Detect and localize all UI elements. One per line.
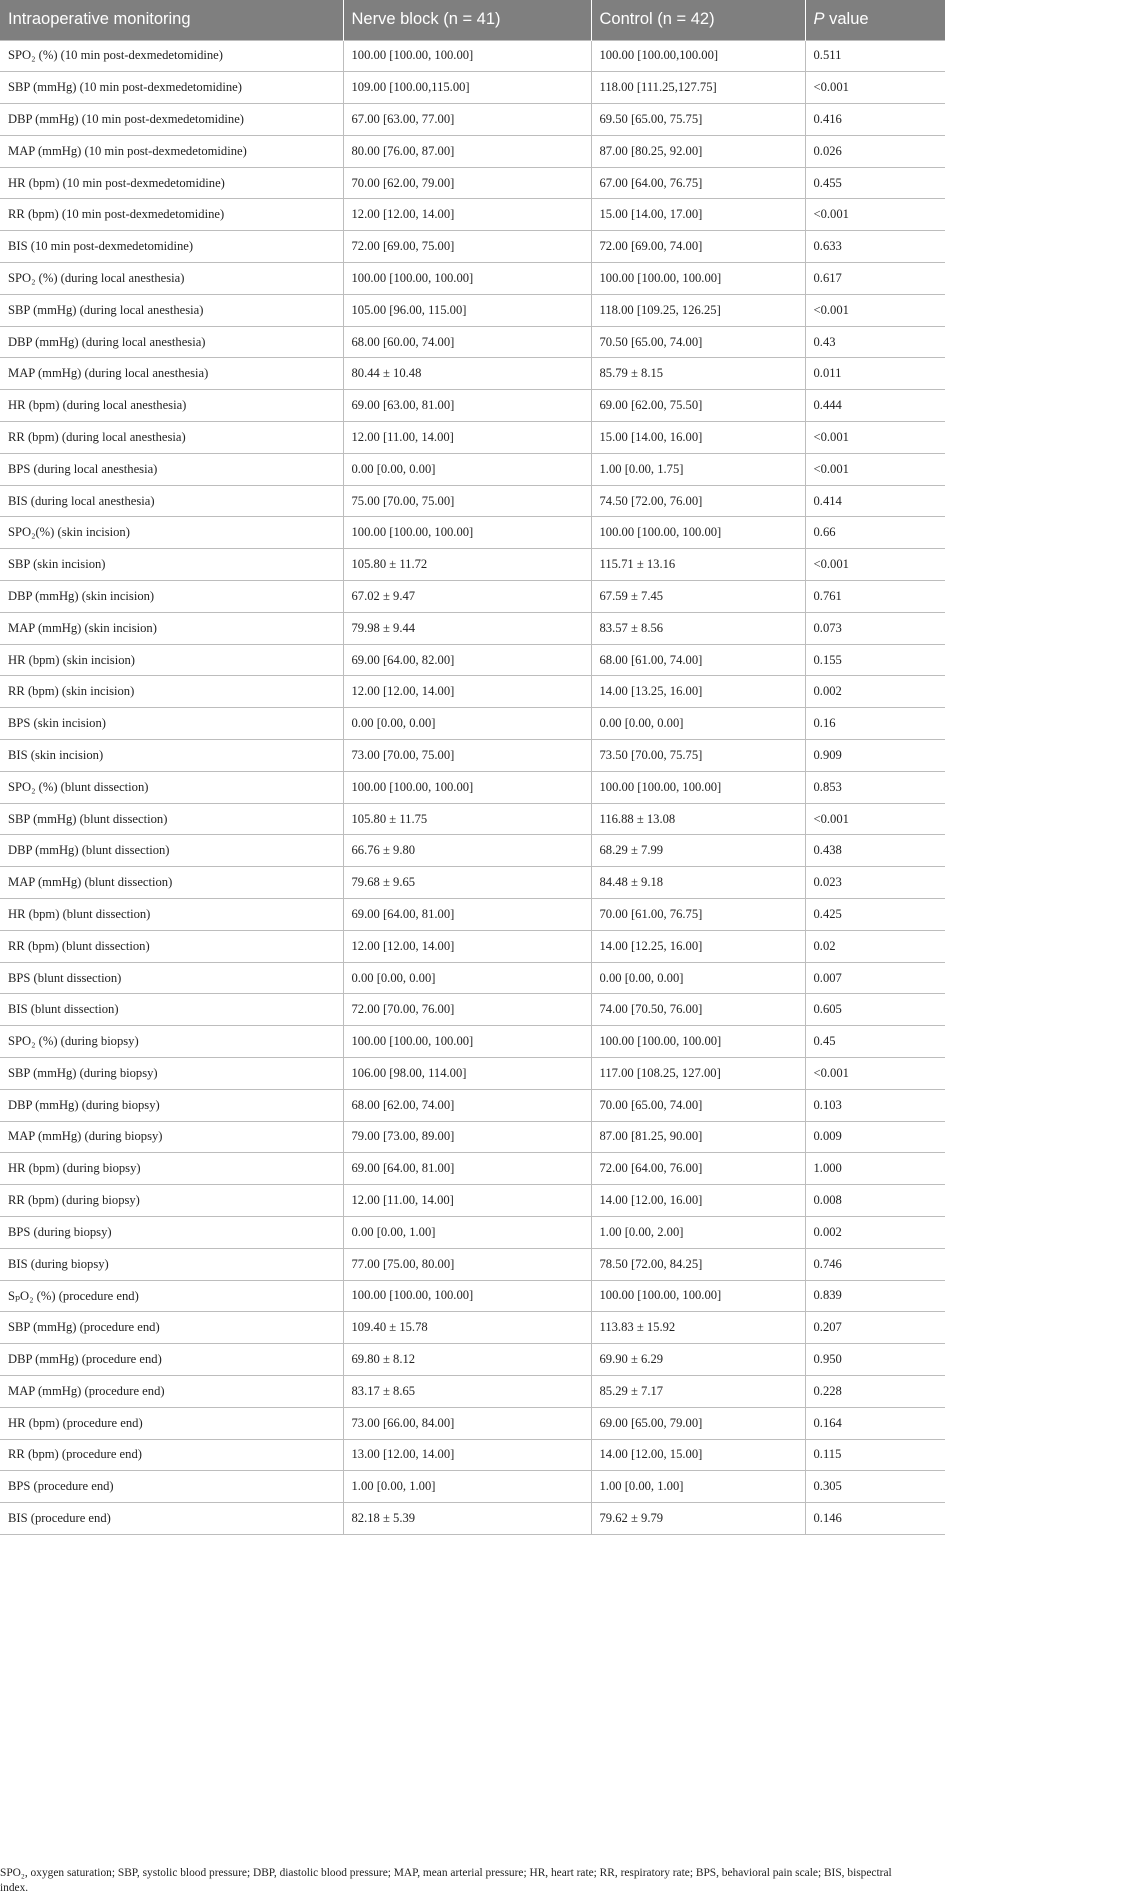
cell-control: 113.83 ± 15.92 [591,1312,805,1344]
cell-p-value: 0.444 [805,390,945,422]
cell-p-value: 1.000 [805,1153,945,1185]
cell-control: 100.00 [100.00, 100.00] [591,517,805,549]
cell-nerve-block: 106.00 [98.00, 114.00] [343,1058,591,1090]
cell-control: 70.00 [61.00, 76.75] [591,899,805,931]
cell-p-value: 0.425 [805,899,945,931]
table-row [0,581,945,613]
table-row [0,231,945,263]
cell-p-value: 0.414 [805,485,945,517]
cell-control: 74.50 [72.00, 76.00] [591,485,805,517]
table-row [0,899,945,931]
cell-parameter: MAP (mmHg) (blunt dissection) [0,867,343,899]
cell-parameter: HR (bpm) (procedure end) [0,1407,343,1439]
cell-p-value: 0.633 [805,231,945,263]
cell-parameter: DBP (mmHg) (procedure end) [0,1344,343,1376]
table-row [0,1216,945,1248]
cell-p-value: 0.002 [805,1216,945,1248]
cell-control: 14.00 [12.00, 16.00] [591,1185,805,1217]
cell-parameter: BIS (skin incision) [0,740,343,772]
cell-nerve-block: 73.00 [70.00, 75.00] [343,740,591,772]
cell-parameter: RR (bpm) (skin incision) [0,676,343,708]
cell-parameter: BIS (during biopsy) [0,1248,343,1280]
cell-nerve-block: 80.00 [76.00, 87.00] [343,135,591,167]
cell-p-value: 0.164 [805,1407,945,1439]
cell-p-value: 0.511 [805,40,945,72]
cell-parameter: SBP (mmHg) (10 min post-dexmedetomidine) [0,72,343,104]
cell-p-value: <0.001 [805,199,945,231]
cell-parameter: HR (bpm) (during local anesthesia) [0,390,343,422]
cell-nerve-block: 72.00 [69.00, 75.00] [343,231,591,263]
cell-parameter: MAP (mmHg) (procedure end) [0,1375,343,1407]
cell-parameter: HR (bpm) (10 min post-dexmedetomidine) [0,167,343,199]
cell-p-value: 0.455 [805,167,945,199]
cell-p-value: 0.416 [805,104,945,136]
table-header [0,0,945,40]
table-row [0,740,945,772]
cell-p-value: 0.909 [805,740,945,772]
cell-p-value: 0.43 [805,326,945,358]
cell-p-value: 0.305 [805,1471,945,1503]
cell-control: 116.88 ± 13.08 [591,803,805,835]
cell-control: 67.00 [64.00, 76.75] [591,167,805,199]
cell-control: 14.00 [13.25, 16.00] [591,676,805,708]
table-row [0,708,945,740]
cell-control: 100.00 [100.00, 100.00] [591,263,805,295]
table-row [0,867,945,899]
table-row [0,1185,945,1217]
cell-p-value: 0.746 [805,1248,945,1280]
table-row [0,1248,945,1280]
cell-control: 115.71 ± 13.16 [591,549,805,581]
cell-p-value: <0.001 [805,453,945,485]
cell-nerve-block: 79.00 [73.00, 89.00] [343,1121,591,1153]
cell-control: 85.79 ± 8.15 [591,358,805,390]
cell-p-value: 0.011 [805,358,945,390]
cell-parameter: SₚO₂ (%) (procedure end) [0,1280,343,1312]
cell-parameter: MAP (mmHg) (10 min post-dexmedetomidine) [0,135,343,167]
cell-parameter: BIS (procedure end) [0,1503,343,1535]
cell-nerve-block: 100.00 [100.00, 100.00] [343,1026,591,1058]
cell-parameter: BPS (during local anesthesia) [0,453,343,485]
cell-parameter: HR (bpm) (skin incision) [0,644,343,676]
cell-parameter: RR (bpm) (during biopsy) [0,1185,343,1217]
cell-control: 79.62 ± 9.79 [591,1503,805,1535]
table-row [0,72,945,104]
cell-nerve-block: 68.00 [60.00, 74.00] [343,326,591,358]
cell-control: 100.00 [100.00, 100.00] [591,771,805,803]
table-row [0,294,945,326]
cell-p-value: 0.207 [805,1312,945,1344]
cell-control: 74.00 [70.50, 76.00] [591,994,805,1026]
cell-p-value: <0.001 [805,294,945,326]
table-row [0,1280,945,1312]
cell-nerve-block: 70.00 [62.00, 79.00] [343,167,591,199]
cell-nerve-block: 0.00 [0.00, 0.00] [343,962,591,994]
cell-nerve-block: 68.00 [62.00, 74.00] [343,1089,591,1121]
cell-control: 69.90 ± 6.29 [591,1344,805,1376]
cell-parameter: SBP (mmHg) (during biopsy) [0,1058,343,1090]
cell-nerve-block: 69.80 ± 8.12 [343,1344,591,1376]
cell-control: 85.29 ± 7.17 [591,1375,805,1407]
cell-control: 78.50 [72.00, 84.25] [591,1248,805,1280]
table-row [0,1312,945,1344]
cell-nerve-block: 100.00 [100.00, 100.00] [343,1280,591,1312]
cell-parameter: DBP (mmHg) (during biopsy) [0,1089,343,1121]
cell-control: 100.00 [100.00, 100.00] [591,1026,805,1058]
footnote-line-1: SPO₂, oxygen saturation; SBP, systolic blood pressure; DBP, diastolic blood pressure; MAP, mean arterial pressure; HR, heart rate; RR, respiratory rate; BPS, behavioral pain scale; BIS, bispectral [0,1867,892,1879]
cell-p-value: 0.950 [805,1344,945,1376]
cell-p-value: <0.001 [805,1058,945,1090]
table-row [0,358,945,390]
cell-nerve-block: 12.00 [12.00, 14.00] [343,930,591,962]
table-row [0,390,945,422]
cell-p-value: <0.001 [805,72,945,104]
cell-nerve-block: 83.17 ± 8.65 [343,1375,591,1407]
cell-parameter: SPO₂ (%) (during biopsy) [0,1026,343,1058]
cell-parameter: RR (bpm) (procedure end) [0,1439,343,1471]
cell-control: 87.00 [80.25, 92.00] [591,135,805,167]
cell-nerve-block: 0.00 [0.00, 0.00] [343,708,591,740]
cell-control: 100.00 [100.00, 100.00] [591,1280,805,1312]
cell-p-value: 0.617 [805,263,945,295]
cell-control: 83.57 ± 8.56 [591,612,805,644]
cell-p-value: <0.001 [805,549,945,581]
cell-nerve-block: 73.00 [66.00, 84.00] [343,1407,591,1439]
cell-parameter: DBP (mmHg) (skin incision) [0,581,343,613]
cell-parameter: MAP (mmHg) (during local anesthesia) [0,358,343,390]
cell-control: 84.48 ± 9.18 [591,867,805,899]
cell-nerve-block: 0.00 [0.00, 0.00] [343,453,591,485]
cell-control: 117.00 [108.25, 127.00] [591,1058,805,1090]
table-row [0,40,945,72]
cell-control: 87.00 [81.25, 90.00] [591,1121,805,1153]
cell-nerve-block: 105.80 ± 11.75 [343,803,591,835]
cell-control: 70.00 [65.00, 74.00] [591,1089,805,1121]
cell-control: 68.29 ± 7.99 [591,835,805,867]
cell-parameter: SBP (mmHg) (during local anesthesia) [0,294,343,326]
table-row [0,994,945,1026]
table-row [0,263,945,295]
cell-parameter: RR (bpm) (during local anesthesia) [0,422,343,454]
table-row [0,1407,945,1439]
cell-parameter: BPS (blunt dissection) [0,962,343,994]
cell-parameter: DBP (mmHg) (during local anesthesia) [0,326,343,358]
table-row [0,1375,945,1407]
table-row [0,517,945,549]
cell-nerve-block: 100.00 [100.00, 100.00] [343,263,591,295]
cell-nerve-block: 100.00 [100.00, 100.00] [343,771,591,803]
table-row [0,676,945,708]
cell-nerve-block: 0.00 [0.00, 1.00] [343,1216,591,1248]
cell-control: 118.00 [109.25, 126.25] [591,294,805,326]
cell-nerve-block: 67.02 ± 9.47 [343,581,591,613]
table-row [0,453,945,485]
cell-p-value: <0.001 [805,803,945,835]
cell-nerve-block: 69.00 [64.00, 81.00] [343,899,591,931]
cell-p-value: 0.605 [805,994,945,1026]
cell-p-value: 0.002 [805,676,945,708]
cell-control: 73.50 [70.00, 75.75] [591,740,805,772]
cell-control: 14.00 [12.25, 16.00] [591,930,805,962]
cell-nerve-block: 67.00 [63.00, 77.00] [343,104,591,136]
cell-p-value: 0.02 [805,930,945,962]
cell-nerve-block: 75.00 [70.00, 75.00] [343,485,591,517]
cell-p-value: 0.839 [805,1280,945,1312]
table-row [0,835,945,867]
cell-p-value: 0.16 [805,708,945,740]
header-p-rest: value [824,10,869,29]
cell-parameter: SPO₂(%) (skin incision) [0,517,343,549]
cell-nerve-block: 66.76 ± 9.80 [343,835,591,867]
cell-p-value: 0.45 [805,1026,945,1058]
table-row [0,962,945,994]
cell-nerve-block: 79.98 ± 9.44 [343,612,591,644]
cell-p-value: 0.023 [805,867,945,899]
table-row [0,549,945,581]
cell-p-value: 0.853 [805,771,945,803]
table-row [0,167,945,199]
cell-control: 0.00 [0.00, 0.00] [591,708,805,740]
cell-parameter: SPO₂ (%) (10 min post-dexmedetomidine) [0,40,343,72]
table-row [0,199,945,231]
cell-parameter: BIS (blunt dissection) [0,994,343,1026]
cell-nerve-block: 105.00 [96.00, 115.00] [343,294,591,326]
cell-parameter: SBP (skin incision) [0,549,343,581]
header-monitoring: Intraoperative monitoring [0,0,343,40]
header-p-value [805,0,945,40]
cell-nerve-block: 69.00 [64.00, 81.00] [343,1153,591,1185]
cell-nerve-block: 12.00 [12.00, 14.00] [343,676,591,708]
cell-nerve-block: 13.00 [12.00, 14.00] [343,1439,591,1471]
table-row [0,930,945,962]
cell-control: 100.00 [100.00,100.00] [591,40,805,72]
cell-parameter: SBP (mmHg) (procedure end) [0,1312,343,1344]
table-row [0,1153,945,1185]
cell-control: 72.00 [64.00, 76.00] [591,1153,805,1185]
cell-parameter: RR (bpm) (10 min post-dexmedetomidine) [0,199,343,231]
cell-p-value: 0.228 [805,1375,945,1407]
cell-control: 15.00 [14.00, 16.00] [591,422,805,454]
cell-p-value: 0.761 [805,581,945,613]
cell-parameter: HR (bpm) (blunt dissection) [0,899,343,931]
cell-parameter: MAP (mmHg) (skin incision) [0,612,343,644]
cell-nerve-block: 12.00 [12.00, 14.00] [343,199,591,231]
cell-nerve-block: 72.00 [70.00, 76.00] [343,994,591,1026]
cell-control: 1.00 [0.00, 1.00] [591,1471,805,1503]
cell-control: 1.00 [0.00, 1.75] [591,453,805,485]
cell-nerve-block: 69.00 [64.00, 82.00] [343,644,591,676]
cell-nerve-block: 1.00 [0.00, 1.00] [343,1471,591,1503]
table-row [0,422,945,454]
cell-nerve-block: 80.44 ± 10.48 [343,358,591,390]
cell-control: 67.59 ± 7.45 [591,581,805,613]
cell-p-value: 0.66 [805,517,945,549]
header-row [0,0,945,40]
cell-nerve-block: 82.18 ± 5.39 [343,1503,591,1535]
cell-nerve-block: 100.00 [100.00, 100.00] [343,517,591,549]
cell-p-value: 0.008 [805,1185,945,1217]
cell-nerve-block: 12.00 [11.00, 14.00] [343,422,591,454]
table-row [0,1503,945,1535]
cell-p-value: 0.438 [805,835,945,867]
cell-control: 69.50 [65.00, 75.75] [591,104,805,136]
cell-parameter: RR (bpm) (blunt dissection) [0,930,343,962]
cell-p-value: 0.155 [805,644,945,676]
cell-p-value: 0.115 [805,1439,945,1471]
table-row [0,1058,945,1090]
table-row [0,1471,945,1503]
table-row [0,803,945,835]
cell-p-value: 0.073 [805,612,945,644]
table-row [0,771,945,803]
cell-p-value: 0.007 [805,962,945,994]
cell-nerve-block: 109.00 [100.00,115.00] [343,72,591,104]
cell-control: 68.00 [61.00, 74.00] [591,644,805,676]
cell-control: 69.00 [65.00, 79.00] [591,1407,805,1439]
cell-control: 1.00 [0.00, 2.00] [591,1216,805,1248]
cell-control: 70.50 [65.00, 74.00] [591,326,805,358]
cell-parameter: SPO₂ (%) (blunt dissection) [0,771,343,803]
cell-p-value: 0.026 [805,135,945,167]
cell-nerve-block: 12.00 [11.00, 14.00] [343,1185,591,1217]
cell-parameter: BIS (10 min post-dexmedetomidine) [0,231,343,263]
cell-nerve-block: 79.68 ± 9.65 [343,867,591,899]
cell-parameter: BPS (during biopsy) [0,1216,343,1248]
cell-parameter: DBP (mmHg) (10 min post-dexmedetomidine) [0,104,343,136]
cell-control: 0.00 [0.00, 0.00] [591,962,805,994]
cell-p-value: 0.009 [805,1121,945,1153]
table-row [0,1089,945,1121]
cell-control: 72.00 [69.00, 74.00] [591,231,805,263]
cell-nerve-block: 69.00 [63.00, 81.00] [343,390,591,422]
table-row [0,135,945,167]
cell-nerve-block: 77.00 [75.00, 80.00] [343,1248,591,1280]
cell-p-value: <0.001 [805,422,945,454]
table-row [0,326,945,358]
table-row [0,1439,945,1471]
table-row [0,1026,945,1058]
cell-parameter: BPS (procedure end) [0,1471,343,1503]
footnote-line-2: index. [0,1882,29,1894]
cell-control: 15.00 [14.00, 17.00] [591,199,805,231]
table-body [0,40,945,1534]
cell-parameter: HR (bpm) (during biopsy) [0,1153,343,1185]
table-row [0,644,945,676]
table-row [0,612,945,644]
cell-control: 69.00 [62.00, 75.50] [591,390,805,422]
cell-p-value: 0.103 [805,1089,945,1121]
table-row [0,485,945,517]
cell-parameter: BPS (skin incision) [0,708,343,740]
header-p-italic: P [813,10,825,29]
header-control: Control (n = 42) [591,0,805,40]
cell-control: 14.00 [12.00, 15.00] [591,1439,805,1471]
table-row [0,104,945,136]
cell-control: 118.00 [111.25,127.75] [591,72,805,104]
cell-parameter: BIS (during local anesthesia) [0,485,343,517]
table-footnote [0,1866,945,1896]
cell-parameter: SBP (mmHg) (blunt dissection) [0,803,343,835]
cell-nerve-block: 100.00 [100.00, 100.00] [343,40,591,72]
cell-p-value: 0.146 [805,1503,945,1535]
cell-nerve-block: 109.40 ± 15.78 [343,1312,591,1344]
cell-parameter: SPO₂ (%) (during local anesthesia) [0,263,343,295]
table-row [0,1344,945,1376]
cell-parameter: DBP (mmHg) (blunt dissection) [0,835,343,867]
cell-nerve-block: 105.80 ± 11.72 [343,549,591,581]
cell-parameter: MAP (mmHg) (during biopsy) [0,1121,343,1153]
header-nerve-block: Nerve block (n = 41) [343,0,591,40]
table-row [0,1121,945,1153]
